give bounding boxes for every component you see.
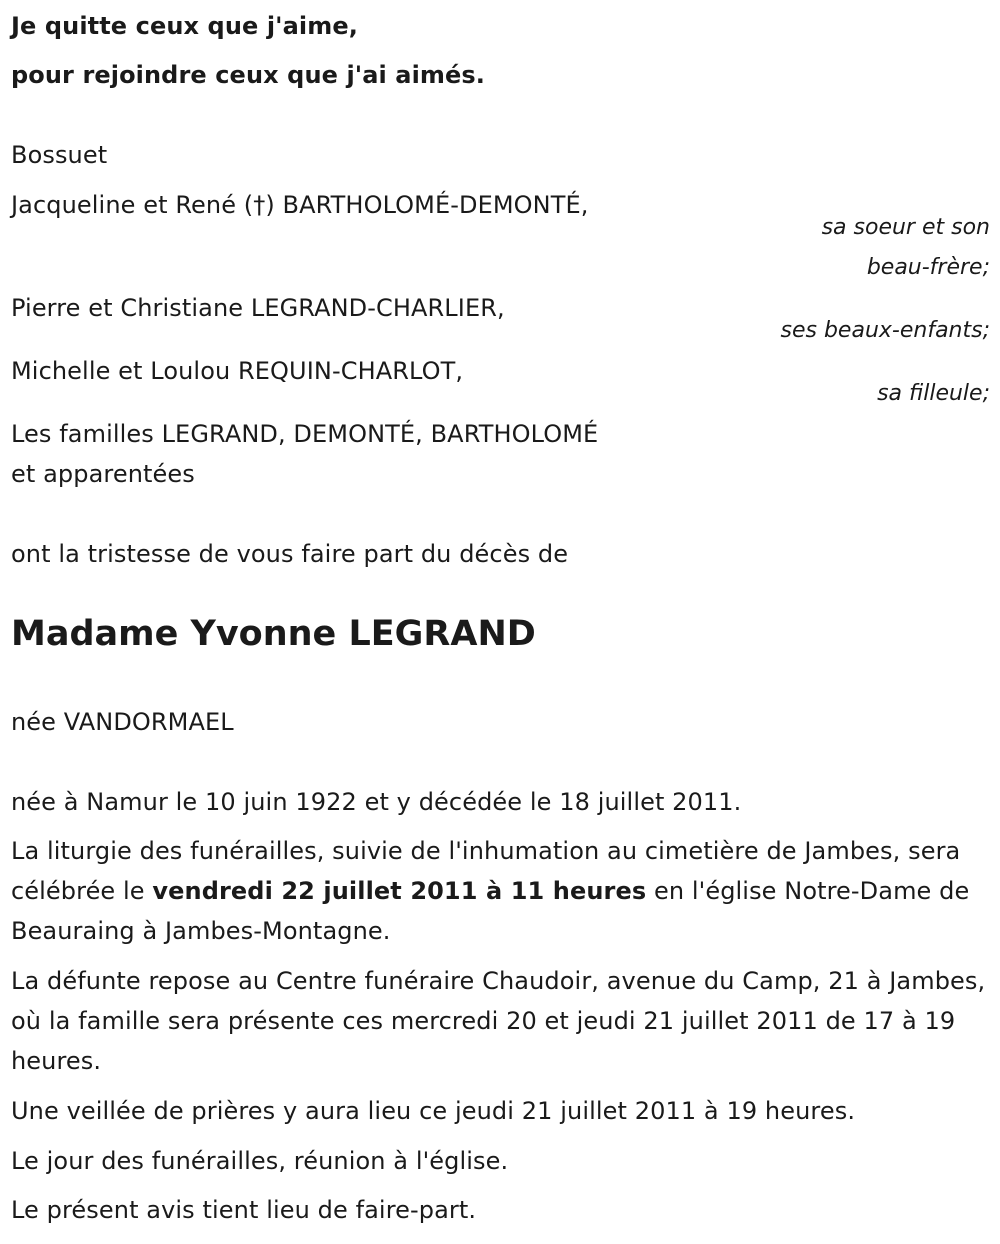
family-names-3: Michelle et Loulou REQUIN-CHARLOT,: [11, 357, 464, 385]
liturgy-date: vendredi 22 juillet 2011 à 11 heures: [152, 877, 647, 905]
place: Bossuet: [11, 141, 108, 169]
family-relation-3: sa filleule;: [877, 381, 990, 406]
maiden-name: née VANDORMAEL: [11, 708, 234, 736]
family-names-2: Pierre et Christiane LEGRAND-CHARLIER,: [11, 294, 505, 322]
notice: Le présent avis tient lieu de faire-part.: [11, 1196, 477, 1224]
family-names-4-line-1: Les familles LEGRAND, DEMONTÉ, BARTHOLOMÉ: [11, 420, 599, 448]
family-names-1: Jacqueline et René (†) BARTHOLOMÉ-DEMONTÉ,: [11, 191, 589, 219]
liturgy-suffix: en l'église Notre-Dame de Beauraing à Jambes-Montagne.: [11, 877, 970, 945]
deceased-name: Madame Yvonne LEGRAND: [11, 614, 536, 654]
epigraph-line-2: pour rejoindre ceux que j'ai aimés.: [11, 61, 486, 89]
family-relation-1-line-2: beau-frère;: [866, 255, 990, 280]
announcement: ont la tristesse de vous faire part du décès de: [11, 540, 569, 568]
family-relation-1-line-1: sa soeur et son: [821, 215, 990, 240]
family-relation-2: ses beaux-enfants;: [780, 318, 990, 343]
birth-death: née à Namur le 10 juin 1922 et y décédée le 18 juillet 2011.: [11, 788, 742, 816]
liturgy-paragraph: [11, 831, 996, 951]
liturgy-prefix: La liturgie des funérailles, suivie de l'inhumation au cimetière de Jambes, sera célébrée le: [11, 837, 961, 905]
epigraph-line-1: Je quitte ceux que j'aime,: [11, 12, 358, 40]
meeting: Le jour des funérailles, réunion à l'église.: [11, 1147, 509, 1175]
family-names-4-line-2: et apparentées: [11, 460, 195, 488]
rest-paragraph: La défunte repose au Centre funéraire Chaudoir, avenue du Camp, 21 à Jambes, où la famille sera présente ces mercredi 20 et jeudi 21 juillet 2011 de 17 à 19 heures.: [11, 967, 986, 1075]
vigil: Une veillée de prières y aura lieu ce jeudi 21 juillet 2011 à 19 heures.: [11, 1097, 856, 1125]
